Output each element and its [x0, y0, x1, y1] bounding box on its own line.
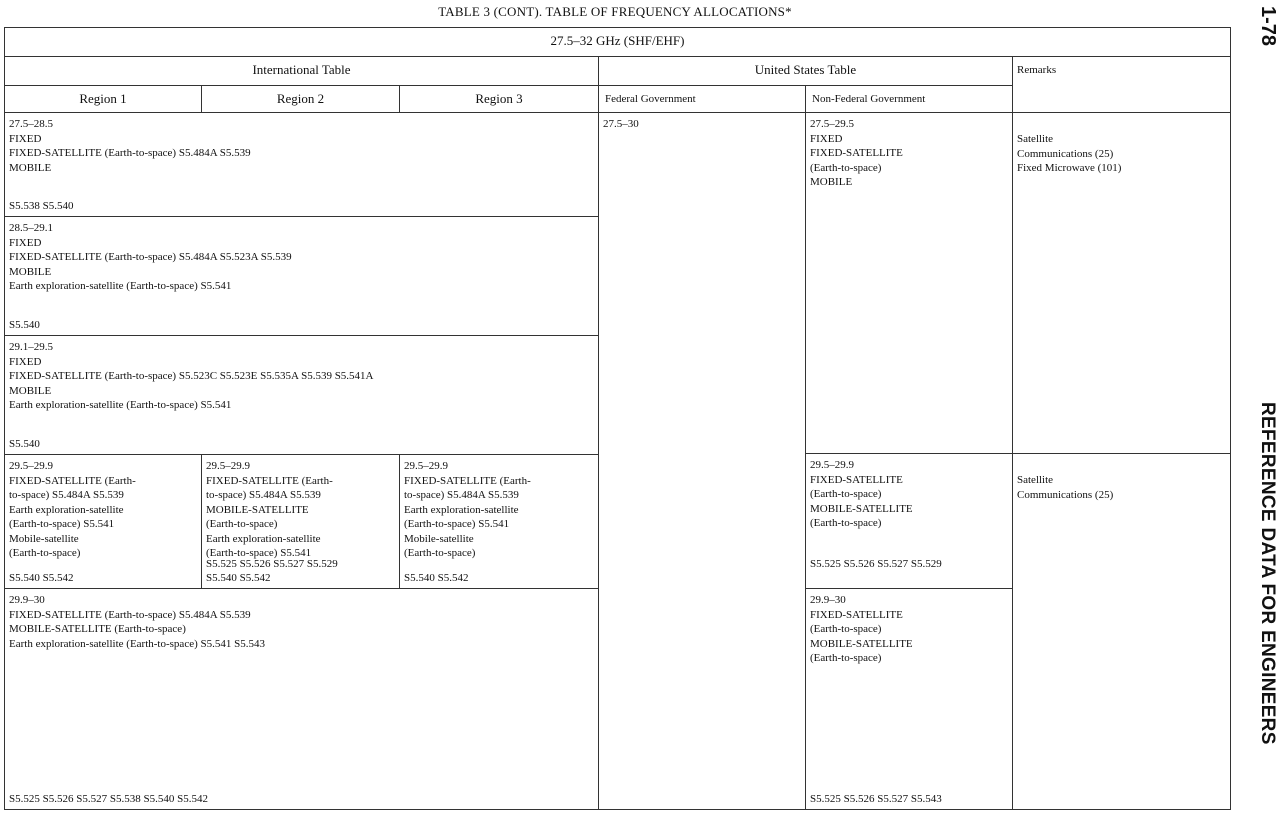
allocation-line: (Earth-to-space) [810, 623, 882, 635]
allocation-line: FIXED [9, 132, 42, 145]
allocation-line: (Earth-to-space) [810, 517, 882, 529]
allocation-line: Earth exploration-satellite [206, 532, 321, 545]
footnotes: S5.540 S5.542 [404, 571, 469, 584]
region3-header: Region 3 [399, 85, 599, 113]
allocation-line: Earth exploration-satellite (Earth-to-space) S5.541 [9, 280, 232, 292]
allocation-line: (Earth-to-space) [9, 547, 81, 559]
band-range: 29.5–29.9 [404, 460, 448, 472]
allocation-line: FIXED [810, 132, 843, 145]
allocation-line: FIXED [9, 236, 42, 249]
allocation-line: FIXED-SATELLITE (Earth- [404, 474, 531, 487]
footnotes: S5.525 S5.526 S5.527 S5.538 S5.540 S5.542 [9, 792, 208, 805]
intl-band-29-9-30 [4, 588, 599, 810]
region3-band-29-5-29-9 [399, 454, 599, 589]
allocation-line: FIXED-SATELLITE (Earth- [9, 474, 136, 487]
intl-band-29-1-29-5 [4, 335, 599, 455]
allocation-line: MOBILE-SATELLITE [810, 637, 913, 650]
allocation-line: to-space) S5.484A S5.539 [9, 489, 124, 501]
allocation-line: (Earth-to-space) [810, 161, 882, 174]
international-table-header: International Table [4, 56, 599, 86]
allocation-line: FIXED [9, 355, 42, 368]
allocation-line: FIXED-SATELLITE [810, 608, 903, 621]
footnotes: S5.540 [9, 437, 40, 450]
allocation-line: to-space) S5.484A S5.539 [404, 489, 519, 501]
band-range: 27.5–30 [603, 118, 639, 130]
allocation-line: (Earth-to-space) [810, 652, 882, 664]
allocation-line: Earth exploration-satellite (Earth-to-space) S5.541 S5.543 [9, 637, 265, 650]
band-range: 29.1–29.5 [9, 341, 53, 353]
allocation-line: Earth exploration-satellite (Earth-to-space) S5.541 [9, 399, 232, 411]
page-number: 1-78 [1257, 6, 1279, 47]
allocation-line: Mobile-satellite [404, 532, 474, 545]
remarks-cell-1 [1012, 112, 1231, 454]
band-range: 27.5–28.5 [9, 118, 53, 130]
footnotes: S5.525 S5.526 S5.527 S5.529 [810, 557, 942, 570]
footnotes: S5.540 [9, 318, 40, 331]
band-range: 29.9–30 [9, 594, 45, 606]
section-title: REFERENCE DATA FOR ENGINEERS [1257, 402, 1278, 745]
footnotes: S5.540 S5.542 [206, 571, 271, 584]
band-header: 27.5–32 GHz (SHF/EHF) [4, 27, 1231, 57]
remark-line: Satellite [1017, 474, 1054, 486]
federal-band-27-5-30 [598, 112, 806, 810]
band-range: 29.5–29.9 [810, 459, 854, 471]
allocation-line: (Earth-to-space) S5.541 [404, 518, 510, 530]
allocation-line: FIXED-SATELLITE [810, 147, 903, 159]
band-range: 27.5–29.5 [810, 118, 854, 130]
allocation-line: FIXED-SATELLITE (Earth-to-space) S5.523C S5.523E S5.535A S5.539 S5.541A [9, 370, 374, 382]
allocation-line: (Earth-to-space) [206, 518, 278, 530]
nonfederal-band-29-9-30 [805, 588, 1013, 810]
allocation-line: Earth exploration-satellite [404, 503, 519, 516]
nonfederal-band-29-5-29-9 [805, 453, 1013, 589]
table-caption: TABLE 3 (CONT). TABLE OF FREQUENCY ALLOCATIONS* [438, 4, 792, 19]
remark-line: Fixed Microwave (101) [1017, 162, 1122, 174]
allocation-line: (Earth-to-space) [810, 488, 882, 500]
allocation-line: MOBILE-SATELLITE [206, 503, 309, 516]
band-range: 29.5–29.9 [206, 460, 250, 472]
footnotes: S5.540 S5.542 [9, 571, 74, 584]
footnotes: S5.525 S5.526 S5.527 S5.543 [810, 792, 942, 805]
intl-band-27-5-28-5 [4, 112, 599, 217]
remarks-cell-2 [1012, 453, 1231, 810]
band-range: 28.5–29.1 [9, 222, 53, 234]
allocation-line: (Earth-to-space) S5.541 [9, 518, 115, 530]
remark-line: Satellite [1017, 133, 1054, 145]
allocation-line: MOBILE [9, 161, 52, 174]
allocation-line: Mobile-satellite [9, 532, 79, 545]
allocation-line: MOBILE-SATELLITE (Earth-to-space) [9, 623, 186, 635]
region2-band-29-5-29-9 [201, 454, 400, 589]
allocation-line: (Earth-to-space) [404, 547, 476, 559]
allocation-line: FIXED-SATELLITE (Earth-to-space) S5.484A S5.539 [9, 608, 251, 621]
remarks-header: Remarks [1012, 56, 1231, 113]
nonfederal-header: Non-Federal Government [805, 85, 1013, 113]
remark-line: Communications (25) [1017, 147, 1114, 160]
allocation-line: FIXED-SATELLITE (Earth- [206, 474, 333, 487]
allocation-line: MOBILE-SATELLITE [810, 502, 913, 515]
allocation-line: MOBILE [810, 176, 853, 188]
us-table-header: United States Table [598, 56, 1013, 86]
band-range: 29.9–30 [810, 594, 846, 606]
allocation-line: FIXED-SATELLITE (Earth-to-space) S5.484A S5.523A S5.539 [9, 251, 292, 263]
allocation-line: FIXED-SATELLITE (Earth-to-space) S5.484A S5.539 [9, 147, 251, 159]
allocation-line: MOBILE [9, 265, 52, 278]
federal-header: Federal Government [598, 85, 806, 113]
remark-line: Communications (25) [1017, 488, 1114, 501]
footnotes: S5.525 S5.526 S5.527 S5.529 [206, 557, 338, 570]
band-range: 29.5–29.9 [9, 460, 53, 472]
intl-band-28-5-29-1 [4, 216, 599, 336]
region1-band-29-5-29-9 [4, 454, 202, 589]
footnotes: S5.538 S5.540 [9, 199, 74, 212]
allocation-line: MOBILE [9, 384, 52, 397]
allocation-line: (Earth-to-space) S5.541 [206, 547, 312, 559]
nonfederal-band-27-5-29-5 [805, 112, 1013, 454]
allocation-line: Earth exploration-satellite [9, 503, 124, 516]
region1-header: Region 1 [4, 85, 202, 113]
allocation-line: FIXED-SATELLITE [810, 473, 903, 486]
region2-header: Region 2 [201, 85, 400, 113]
allocation-line: to-space) S5.484A S5.539 [206, 489, 321, 501]
